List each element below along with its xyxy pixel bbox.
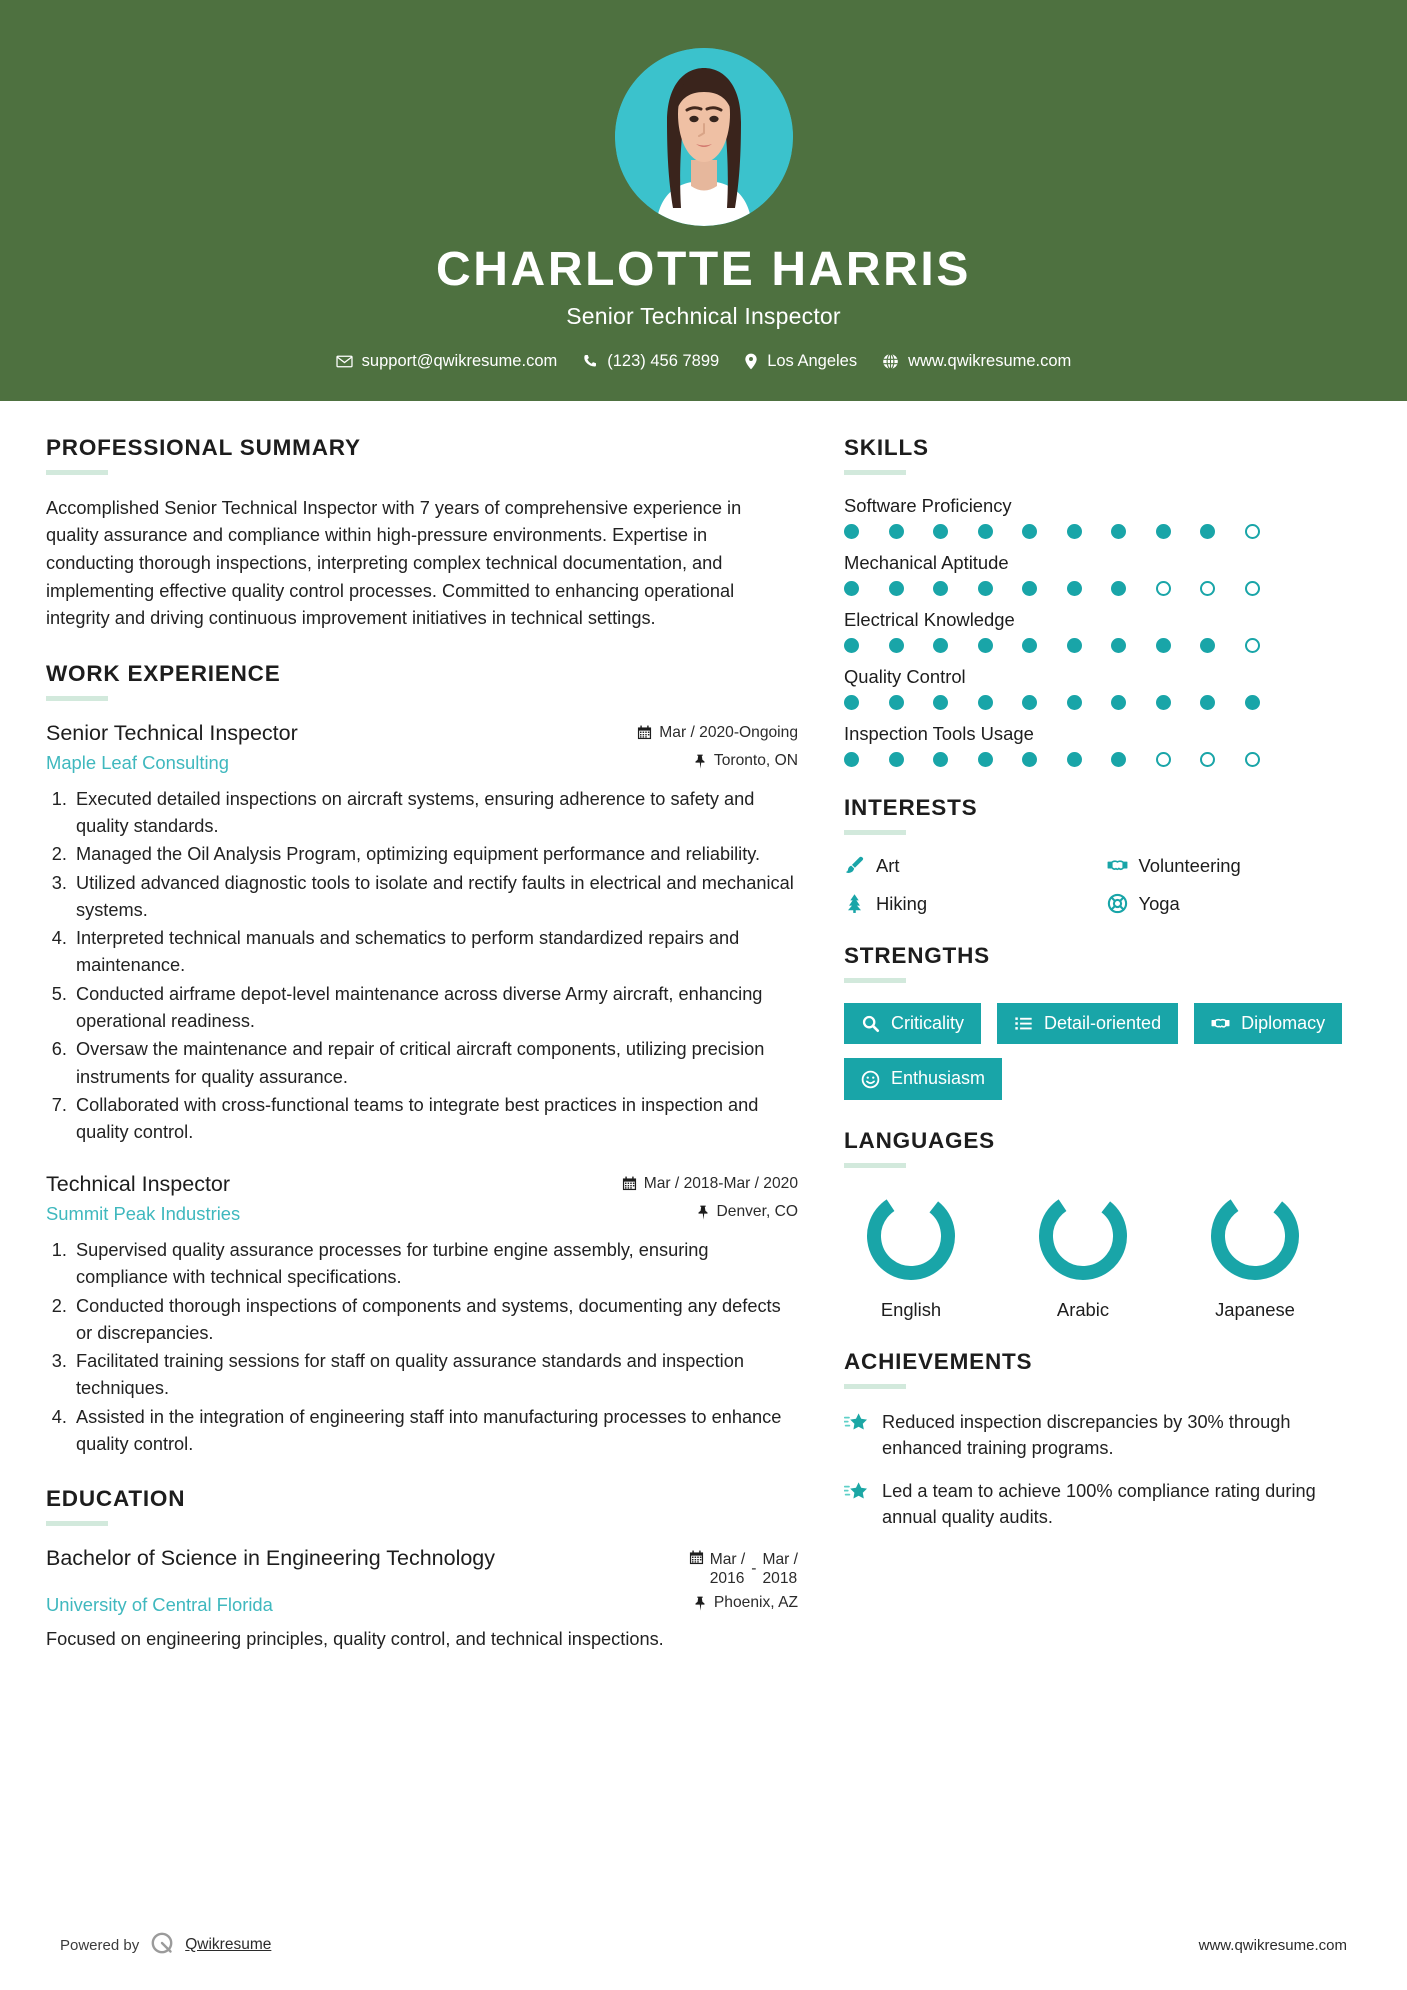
interest-item [1107,893,1360,915]
experience-location [697,1203,798,1221]
skill-label: Inspection Tools Usage [844,722,1034,744]
experience-title-row [46,721,798,746]
skill-dot [889,752,904,767]
experience-location-text: Denver, CO [716,1203,798,1221]
education-location [694,1594,798,1612]
right-column [844,435,1359,1559]
skill-dot [1245,638,1260,653]
experience-bullet: 4. Assisted in the integration of engineering staff into manufacturing processes to enhance quality control. [72,1404,798,1459]
skill-dot [844,752,859,767]
skill-rating [844,581,1359,596]
section-rule [844,1163,906,1168]
section-strengths [844,943,1359,1100]
interest-item [1107,855,1360,877]
contact-location[interactable] [738,352,863,371]
section-work-experience [46,661,798,1458]
section-heading: ACHIEVEMENTS [844,1349,1033,1375]
experience-bullets [46,1237,798,1458]
experience-bullet: 3. Facilitated training sessions for staff on quality assurance standards and inspection techniques. [72,1348,798,1403]
skill-dot [933,524,948,539]
experience-bullet: 5. Conducted airframe depot-level maintenance across diverse Army aircraft, enhancing operational readiness. [72,981,798,1036]
skill-dot [844,524,859,539]
contact-phone[interactable] [576,352,725,371]
strength-label: Enthusiasm [891,1068,986,1089]
skill-dot [1111,524,1126,539]
education-end-date: Mar / 2018 [762,1551,798,1588]
skill-dot [1111,752,1126,767]
skill-dot [1022,638,1037,653]
achievement-text: Led a team to achieve 100% compliance rating during annual quality audits. [882,1480,1316,1528]
resume-body [0,401,1407,1681]
language-progress-ring [863,1188,959,1284]
skill-rating [844,752,1359,767]
strength-badge[interactable] [844,1058,1002,1100]
experience-entry [46,1172,798,1458]
skill-dot [1111,581,1126,596]
job-title: Senior Technical Inspector [566,302,841,329]
experience-organization: Summit Peak Industries [46,1202,241,1224]
skill-dot [1200,638,1215,653]
education-date-separator: - [751,1560,757,1578]
section-education [46,1486,798,1653]
star-badge-icon [844,1478,869,1504]
lifebuoy-icon [1107,893,1128,914]
skill-dot [933,695,948,710]
strength-label: Detail-oriented [1044,1012,1162,1033]
experience-bullet: 2. Conducted thorough inspections of components and systems, documenting any defects or discrepancies. [72,1293,798,1348]
magnifier-icon [861,1014,880,1033]
handshake-icon [1211,1014,1230,1033]
interest-label: Yoga [1138,892,1180,914]
experience-dates-text: Mar / 2018-Mar / 2020 [643,1174,798,1192]
skill-dot [1156,752,1171,767]
skill-dot [978,695,993,710]
education-school: University of Central Florida [46,1593,273,1615]
skill-dot [844,695,859,710]
skill-dot [889,524,904,539]
skill-label: Software Proficiency [844,494,1012,516]
experience-entry [46,721,798,1146]
education-entry [46,1546,798,1653]
page-title: CHARLOTTE HARRIS [436,243,971,296]
location-pin-icon [744,353,758,370]
education-list [46,1546,798,1653]
achievements-list [844,1409,1359,1531]
summary-text: Accomplished Senior Technical Inspector with 7 years of comprehensive experience in quality assurance and compliance within high-pressure environments. Expertise in conducting thorough inspections, interpreting complex technical documentation, and implementing effective quality control processes. Committed to enhancing operational integrity and driving continuous improvement initiatives in technical settings. [46,497,742,629]
contact-phone-text: (123) 456 7899 [607,351,720,370]
skill-dot [1156,695,1171,710]
avatar-photo [615,48,793,226]
section-skills [844,435,1359,767]
skills-list [844,495,1359,767]
language-item [844,1188,978,1321]
strength-badge[interactable] [1194,1003,1342,1045]
skill-dot [1200,524,1215,539]
skill-item [844,666,1359,710]
skill-dot [889,581,904,596]
qwikresume-logo-icon [149,1930,175,1960]
jobs-list [46,721,798,1458]
skill-dot [1067,638,1082,653]
section-rule [46,470,108,475]
section-rule [46,696,108,701]
section-interests [844,795,1359,915]
strength-badge[interactable] [844,1003,981,1045]
skill-item [844,723,1359,767]
skill-dot [933,581,948,596]
section-rule [46,1521,108,1526]
skill-dot [978,581,993,596]
language-label: Japanese [1215,1299,1295,1321]
skill-dot [1067,524,1082,539]
interest-item [844,855,1097,877]
section-achievements [844,1349,1359,1531]
strength-label: Diplomacy [1241,1012,1326,1033]
education-location-text: Phoenix, AZ [713,1594,798,1612]
skill-dot [889,695,904,710]
experience-org-row [46,746,798,774]
experience-bullet: 3. Utilized advanced diagnostic tools to isolate and rectify faults in electrical and mechanical systems. [72,870,798,925]
skill-item [844,495,1359,539]
interest-label: Hiking [876,892,928,914]
experience-bullet: 1. Supervised quality assurance processes for turbine engine assembly, ensuring compliance with technical specifications. [72,1237,798,1292]
interest-label: Art [876,854,900,876]
strengths-list [844,1003,1359,1100]
skill-dot [933,638,948,653]
education-start-date: Mar / 2016 [709,1551,746,1588]
contact-bar [0,352,1407,371]
section-rule [844,1384,906,1389]
skill-rating [844,524,1359,539]
education-school-row [46,1588,798,1616]
contact-email-text: support@qwikresume.com [361,351,558,370]
interest-item [844,893,1097,915]
contact-location-text: Los Angeles [767,351,858,370]
skill-label: Quality Control [844,665,966,687]
experience-dates [622,1175,798,1193]
skill-dot [844,581,859,596]
skill-dot [1022,581,1037,596]
skill-dot [1111,638,1126,653]
section-heading: STRENGTHS [844,942,990,968]
language-item [1188,1188,1322,1321]
skill-rating [844,695,1359,710]
skill-dot [844,638,859,653]
skill-item [844,552,1359,596]
achievement-text: Reduced inspection discrepancies by 30% through enhanced training programs. [882,1412,1291,1459]
tree-icon [844,893,865,914]
education-dates [689,1550,798,1588]
skill-dot [1200,695,1215,710]
experience-role: Senior Technical Inspector [46,721,298,746]
education-degree: Bachelor of Science in Engineering Technology [46,1546,496,1571]
powered-by-label: Powered by [60,1936,140,1954]
contact-website-text: www.qwikresume.com [908,351,1072,370]
experience-organization: Maple Leaf Consulting [46,751,229,773]
experience-bullet: 2. Managed the Oil Analysis Program, optimizing equipment performance and reliability. [72,841,798,868]
skill-dot [1200,581,1215,596]
list-icon [1014,1014,1033,1033]
skill-dot [1067,581,1082,596]
section-heading: WORK EXPERIENCE [46,661,281,687]
experience-bullet: 7. Collaborated with cross-functional teams to integrate best practices in inspection and quality control. [72,1092,798,1147]
skill-dot [1245,752,1260,767]
skill-dot [1245,581,1260,596]
skill-dot [1200,752,1215,767]
phone-icon [582,353,598,369]
experience-bullet: 1. Executed detailed inspections on aircraft systems, ensuring adherence to safety and quality standards. [72,786,798,841]
experience-bullet: 6. Oversaw the maintenance and repair of critical aircraft components, utilizing precision instruments for quality assurance. [72,1036,798,1091]
star-badge-icon [844,1409,869,1435]
experience-dates-text: Mar / 2020-Ongoing [659,723,798,741]
powered-by-block [60,1930,271,1960]
skill-label: Electrical Knowledge [844,608,1015,630]
achievement-item [844,1478,1359,1531]
section-rule [844,978,906,983]
skill-dot [1111,695,1126,710]
section-heading: LANGUAGES [844,1128,995,1154]
section-professional-summary [46,435,798,633]
resume-header [0,0,1407,401]
skill-dot [1022,695,1037,710]
skill-dot [978,752,993,767]
skill-dot [1245,524,1260,539]
education-title-row [46,1546,798,1588]
experience-location-text: Toronto, ON [713,752,798,770]
section-heading: EDUCATION [46,1486,186,1512]
experience-location [694,752,798,770]
section-heading: INTERESTS [844,794,978,820]
skill-dot [933,752,948,767]
language-label: English [880,1299,942,1321]
language-progress-ring [1035,1188,1131,1284]
skill-dot [1156,581,1171,596]
section-rule [844,470,906,475]
handshake-icon [1107,855,1128,876]
skill-rating [844,638,1359,653]
contact-email[interactable] [330,352,564,371]
skill-dot [1156,638,1171,653]
skill-label: Mechanical Aptitude [844,551,1009,573]
smiley-icon [861,1070,880,1089]
achievement-item [844,1409,1359,1462]
interest-label: Volunteering [1138,854,1241,876]
skill-dot [889,638,904,653]
experience-title-row [46,1172,798,1197]
contact-website[interactable] [876,352,1077,371]
skill-dot [1022,752,1037,767]
footer-website-url: www.qwikresume.com [1198,1936,1347,1954]
avatar [615,48,793,226]
globe-icon [882,353,899,370]
skill-item [844,609,1359,653]
section-heading: PROFESSIONAL SUMMARY [46,434,361,460]
experience-org-row [46,1197,798,1225]
left-column [46,435,798,1681]
interests-list [844,855,1359,915]
section-languages [844,1128,1359,1321]
skill-dot [978,638,993,653]
qwikresume-link[interactable]: Qwikresume [185,1936,272,1953]
languages-list [844,1188,1359,1321]
experience-dates [637,724,798,742]
experience-bullets [46,786,798,1147]
language-item [1016,1188,1150,1321]
skill-dot [1067,752,1082,767]
education-description: Focused on engineering principles, quality control, and technical inspections. [46,1628,664,1649]
language-label: Arabic [1056,1299,1110,1321]
skill-dot [1245,695,1260,710]
section-heading: SKILLS [844,434,929,460]
paintbrush-icon [844,855,865,876]
skill-dot [1067,695,1082,710]
strength-badge[interactable] [997,1003,1178,1045]
strength-label: Criticality [891,1012,965,1033]
experience-role: Technical Inspector [46,1172,231,1197]
experience-bullet: 4. Interpreted technical manuals and schematics to perform standardized repairs and maintenance. [72,925,798,980]
skill-dot [1022,524,1037,539]
page-footer [0,1930,1407,1960]
skill-dot [1156,524,1171,539]
section-rule [844,830,906,835]
language-progress-ring [1207,1188,1303,1284]
skill-dot [978,524,993,539]
envelope-icon [336,353,353,370]
